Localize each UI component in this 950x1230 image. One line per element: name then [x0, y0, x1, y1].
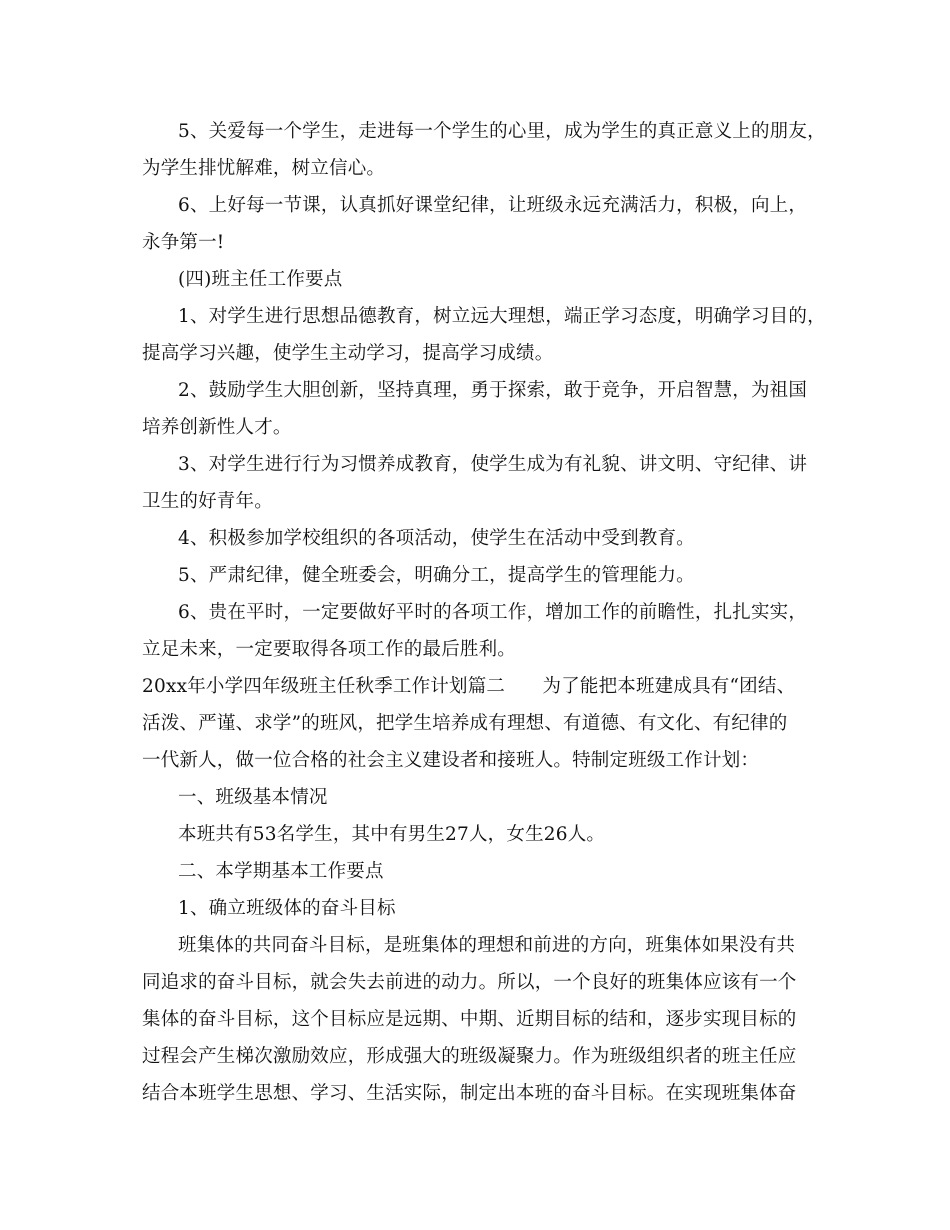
- paragraph-line: 6、贵在平时，一定要做好平时的各项工作，增加工作的前瞻性，扎扎实实，: [178, 602, 808, 623]
- section-heading: 一、班级基本情况: [178, 787, 328, 808]
- paragraph-line: 同追求的奋斗目标，就会失去前进的动力。所以，一个良好的班集体应该有一个: [142, 972, 797, 993]
- paragraph-line: 1、对学生进行思想品德教育，树立远大理想，端正学习态度，明确学习目的，: [178, 306, 826, 327]
- paragraph-line: 4、积极参加学校组织的各项活动，使学生在活动中受到教育。: [178, 528, 695, 549]
- section-heading: (四)班主任工作要点: [178, 269, 343, 290]
- subsection-heading: 1、确立班级体的奋斗目标: [178, 898, 396, 919]
- paragraph-line: 提高学习兴趣，使学生主动学习，提高学习成绩。: [142, 343, 554, 364]
- paragraph-line: 5、严肃纪律，健全班委会，明确分工，提高学生的管理能力。: [178, 565, 695, 586]
- article-title-line: 20xx年小学四年级班主任秋季工作计划篇二 为了能把本班建成具有“团结、: [142, 676, 796, 697]
- paragraph-line: 立足未来，一定要取得各项工作的最后胜利。: [142, 639, 517, 660]
- paragraph-line: 3、对学生进行行为习惯养成教育，使学生成为有礼貌、讲文明、守纪律、讲: [178, 454, 808, 475]
- paragraph-line: 结合本班学生思想、学习、生活实际，制定出本班的奋斗目标。在实现班集体奋: [142, 1083, 797, 1104]
- paragraph-line: 为学生排忧解难，树立信心。: [142, 158, 386, 179]
- paragraph-line: 5、关爱每一个学生，走进每一个学生的心里，成为学生的真正意义上的朋友，: [178, 121, 826, 142]
- paragraph-line: 过程会产生梯次激励效应，形成强大的班级凝聚力。作为班级组织者的班主任应: [142, 1046, 797, 1067]
- paragraph-line: 班集体的共同奋斗目标，是班集体的理想和前进的方向，班集体如果没有共: [178, 935, 796, 956]
- paragraph-line: 6、上好每一节课，认真抓好课堂纪律，让班级永远充满活力，积极，向上，: [178, 195, 808, 216]
- section-heading: 二、本学期基本工作要点: [178, 861, 384, 882]
- paragraph-line: 永争第一!: [142, 232, 225, 253]
- paragraph-line: 本班共有53名学生，其中有男生27人，女生26人。: [178, 824, 606, 845]
- paragraph-line: 活泼、严谨、求学”的班风，把学生培养成有理想、有道德、有文化、有纪律的: [142, 713, 788, 734]
- paragraph-line: 一代新人，做一位合格的社会主义建设者和接班人。特制定班级工作计划：: [142, 750, 760, 771]
- paragraph-line: 卫生的好青年。: [142, 491, 273, 512]
- paragraph-line: 集体的奋斗目标，这个目标应是远期、中期、近期目标的结和，逐步实现目标的: [142, 1009, 797, 1030]
- paragraph-line: 培养创新性人才。: [142, 417, 292, 438]
- paragraph-line: 2、鼓励学生大胆创新，坚持真理，勇于探索，敢于竞争，开启智慧，为祖国: [178, 380, 808, 401]
